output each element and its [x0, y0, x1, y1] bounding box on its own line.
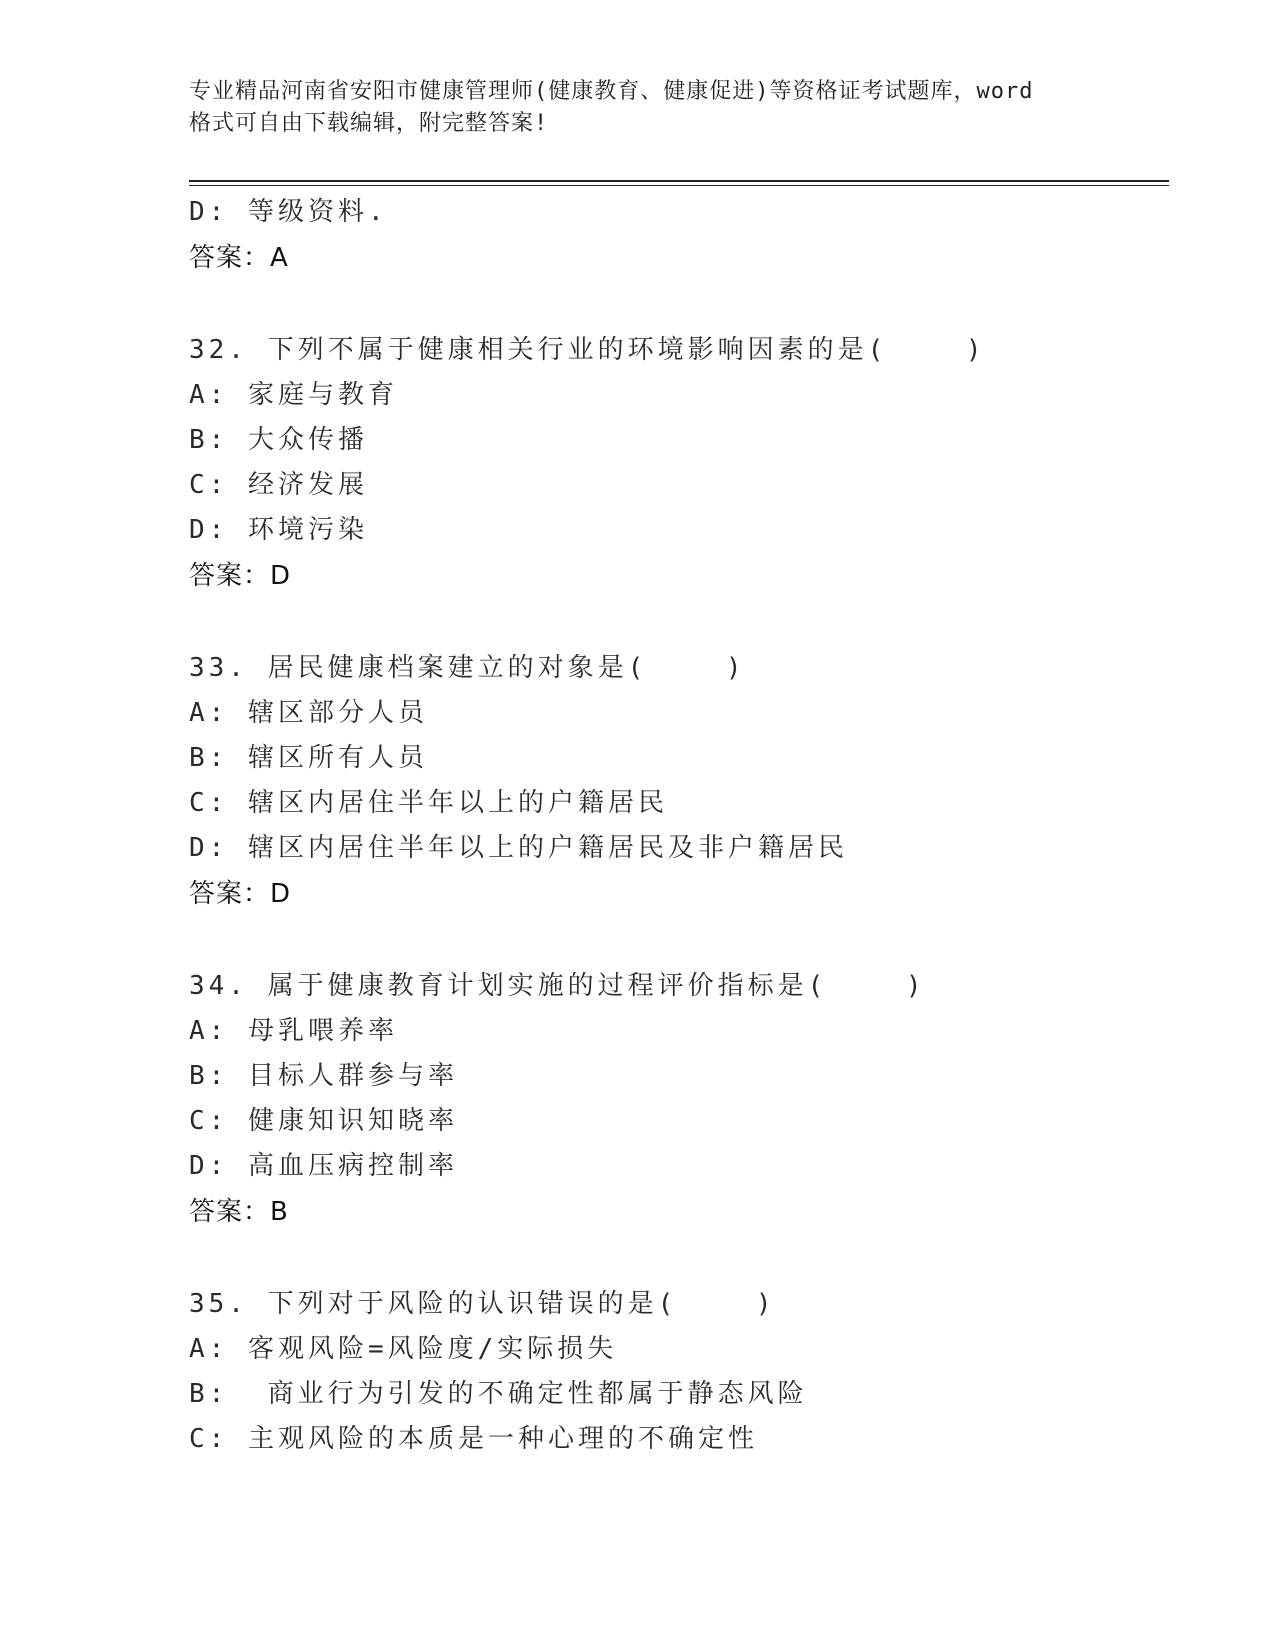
- question-stem: 35. 下列对于风险的认识错误的是( ): [189, 1289, 776, 1319]
- option-b: B: 商业行为引发的不确定性都属于静态风险: [189, 1379, 808, 1409]
- header-divider-thick: [189, 180, 1169, 182]
- question-35: [189, 1282, 1169, 1462]
- option-a: A: 母乳喂养率: [189, 1016, 398, 1046]
- answer: 答案：D: [189, 879, 292, 909]
- question-stem: 33. 居民健康档案建立的对象是( ): [189, 653, 746, 683]
- question-stem: 32. 下列不属于健康相关行业的环境影响因素的是( ): [189, 335, 986, 365]
- question-32: [189, 328, 1169, 599]
- option-d: D: 环境污染: [189, 515, 368, 545]
- spacer: [189, 281, 1169, 328]
- option-d: D: 辖区内居住半年以上的户籍居民及非户籍居民: [189, 833, 848, 863]
- spacer: [189, 599, 1169, 646]
- option-b: B: 辖区所有人员: [189, 743, 428, 773]
- option-c: C: 经济发展: [189, 470, 368, 500]
- option-b: B: 目标人群参与率: [189, 1061, 458, 1091]
- option-c: C: 辖区内居住半年以上的户籍居民: [189, 788, 668, 818]
- option-c: C: 健康知识知晓率: [189, 1106, 458, 1136]
- option-d: D: 高血压病控制率: [189, 1151, 458, 1181]
- question-34: [189, 964, 1169, 1235]
- question-31-tail: [189, 190, 1169, 281]
- spacer: [189, 917, 1169, 964]
- header-divider-thin: [189, 185, 1169, 186]
- answer: 答案：D: [189, 561, 292, 591]
- option-c: C: 主观风险的本质是一种心理的不确定性: [189, 1424, 758, 1454]
- header-line-1: 专业精品河南省安阳市健康管理师(健康教育、健康促进)等资格证考试题库，word: [189, 79, 1034, 104]
- option-a: A: 客观风险=风险度/实际损失: [189, 1334, 618, 1364]
- answer: 答案：A: [189, 243, 289, 273]
- header-line-2: 格式可自由下载编辑，附完整答案!: [189, 111, 549, 136]
- option-b: B: 大众传播: [189, 425, 368, 455]
- option-d: D: 等级资料.: [189, 197, 388, 227]
- question-list: [189, 190, 1169, 1462]
- answer: 答案：B: [189, 1197, 289, 1227]
- document-header: [189, 76, 1089, 140]
- question-stem: 34. 属于健康教育计划实施的过程评价指标是( ): [189, 971, 926, 1001]
- spacer: [189, 1235, 1169, 1282]
- option-a: A: 家庭与教育: [189, 380, 398, 410]
- question-33: [189, 646, 1169, 917]
- option-a: A: 辖区部分人员: [189, 698, 428, 728]
